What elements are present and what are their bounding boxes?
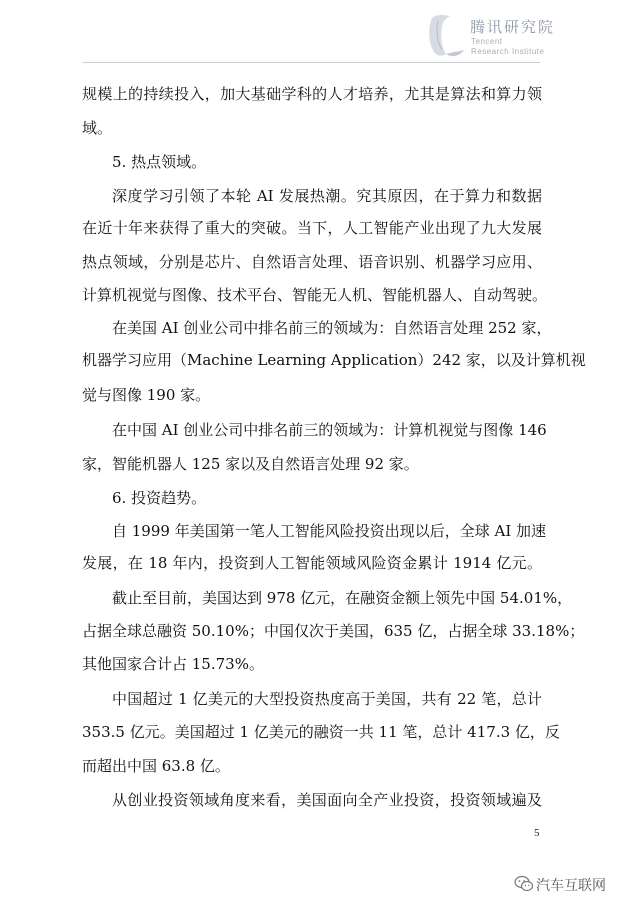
watermark-text: 汽车互联网 [536,878,606,894]
text-line: 规模上的持续投入，加大基础学科的人才培养，尤其是算法和算力领 [82,85,542,103]
text-line: 从创业投资领域角度来看，美国面向全产业投资，投资领域遍及 [112,791,542,809]
text-line: 计算机视觉与图像、技术平台、智能无人机、智能机器人、自动驾驶。 [82,286,548,304]
tencent-research-logo [424,12,624,62]
text-line: 中国超过 1 亿美元的大型投资热度高于美国，共有 22 笔，总计 [112,690,542,708]
text-line: 353.5 亿元。美国超过 1 亿美元的融资一共 11 笔，总计 417.3 亿，反 [82,723,560,741]
text-line: 在近十年来获得了重大的突破。当下，人工智能产业出现了九大发展 [82,219,542,237]
text-line: 在美国 AI 创业公司中排名前三的领域为：自然语言处理 252 家， [112,319,552,337]
watermark [514,873,634,897]
text-line: 在中国 AI 创业公司中排名前三的领域为：计算机视觉与图像 146 [112,421,547,439]
text-line: 机器学习应用（Machine Learning Application）242 家，以及计算机视 [82,351,586,369]
page-number: 5 [534,827,540,839]
text-line: 热点领域，分别是芯片、自然语言处理、语音识别、机器学习应用、 [82,253,542,271]
text-line: 占据全球总融资 50.10%；中国仅次于美国，635 亿，占据全球 33.18%； [82,622,585,640]
text-line: 截止至目前，美国达到 978 亿元，在融资金额上领先中国 54.01%， [112,589,573,607]
text-line: 而超出中国 63.8 亿。 [82,757,230,775]
section-heading: 5. 热点领域。 [112,153,207,171]
text-line: 其他国家合计占 15.73%。 [82,655,264,673]
text-line: 家，智能机器人 125 家以及自然语言处理 92 家。 [82,455,419,473]
org-name-en-1: Tencent [471,37,503,46]
text-line: 发展，在 18 年内，投资到人工智能领域风险资金累计 1914 亿元。 [82,554,542,572]
tencent-logo-icon [424,12,466,58]
org-name-en-2: Research Institute [471,47,545,56]
text-line: 域。 [82,119,113,137]
wechat-icon [514,875,534,893]
text-line: 觉与图像 190 家。 [82,386,211,404]
text-line: 深度学习引领了本轮 AI 发展热潮。究其原因，在于算力和数据 [112,187,542,205]
section-heading: 6. 投资趋势。 [112,489,207,507]
header-divider [82,62,540,63]
text-line: 自 1999 年美国第一笔人工智能风险投资出现以后，全球 AI 加速 [112,522,547,540]
org-name-cn: 腾讯研究院 [470,18,556,36]
